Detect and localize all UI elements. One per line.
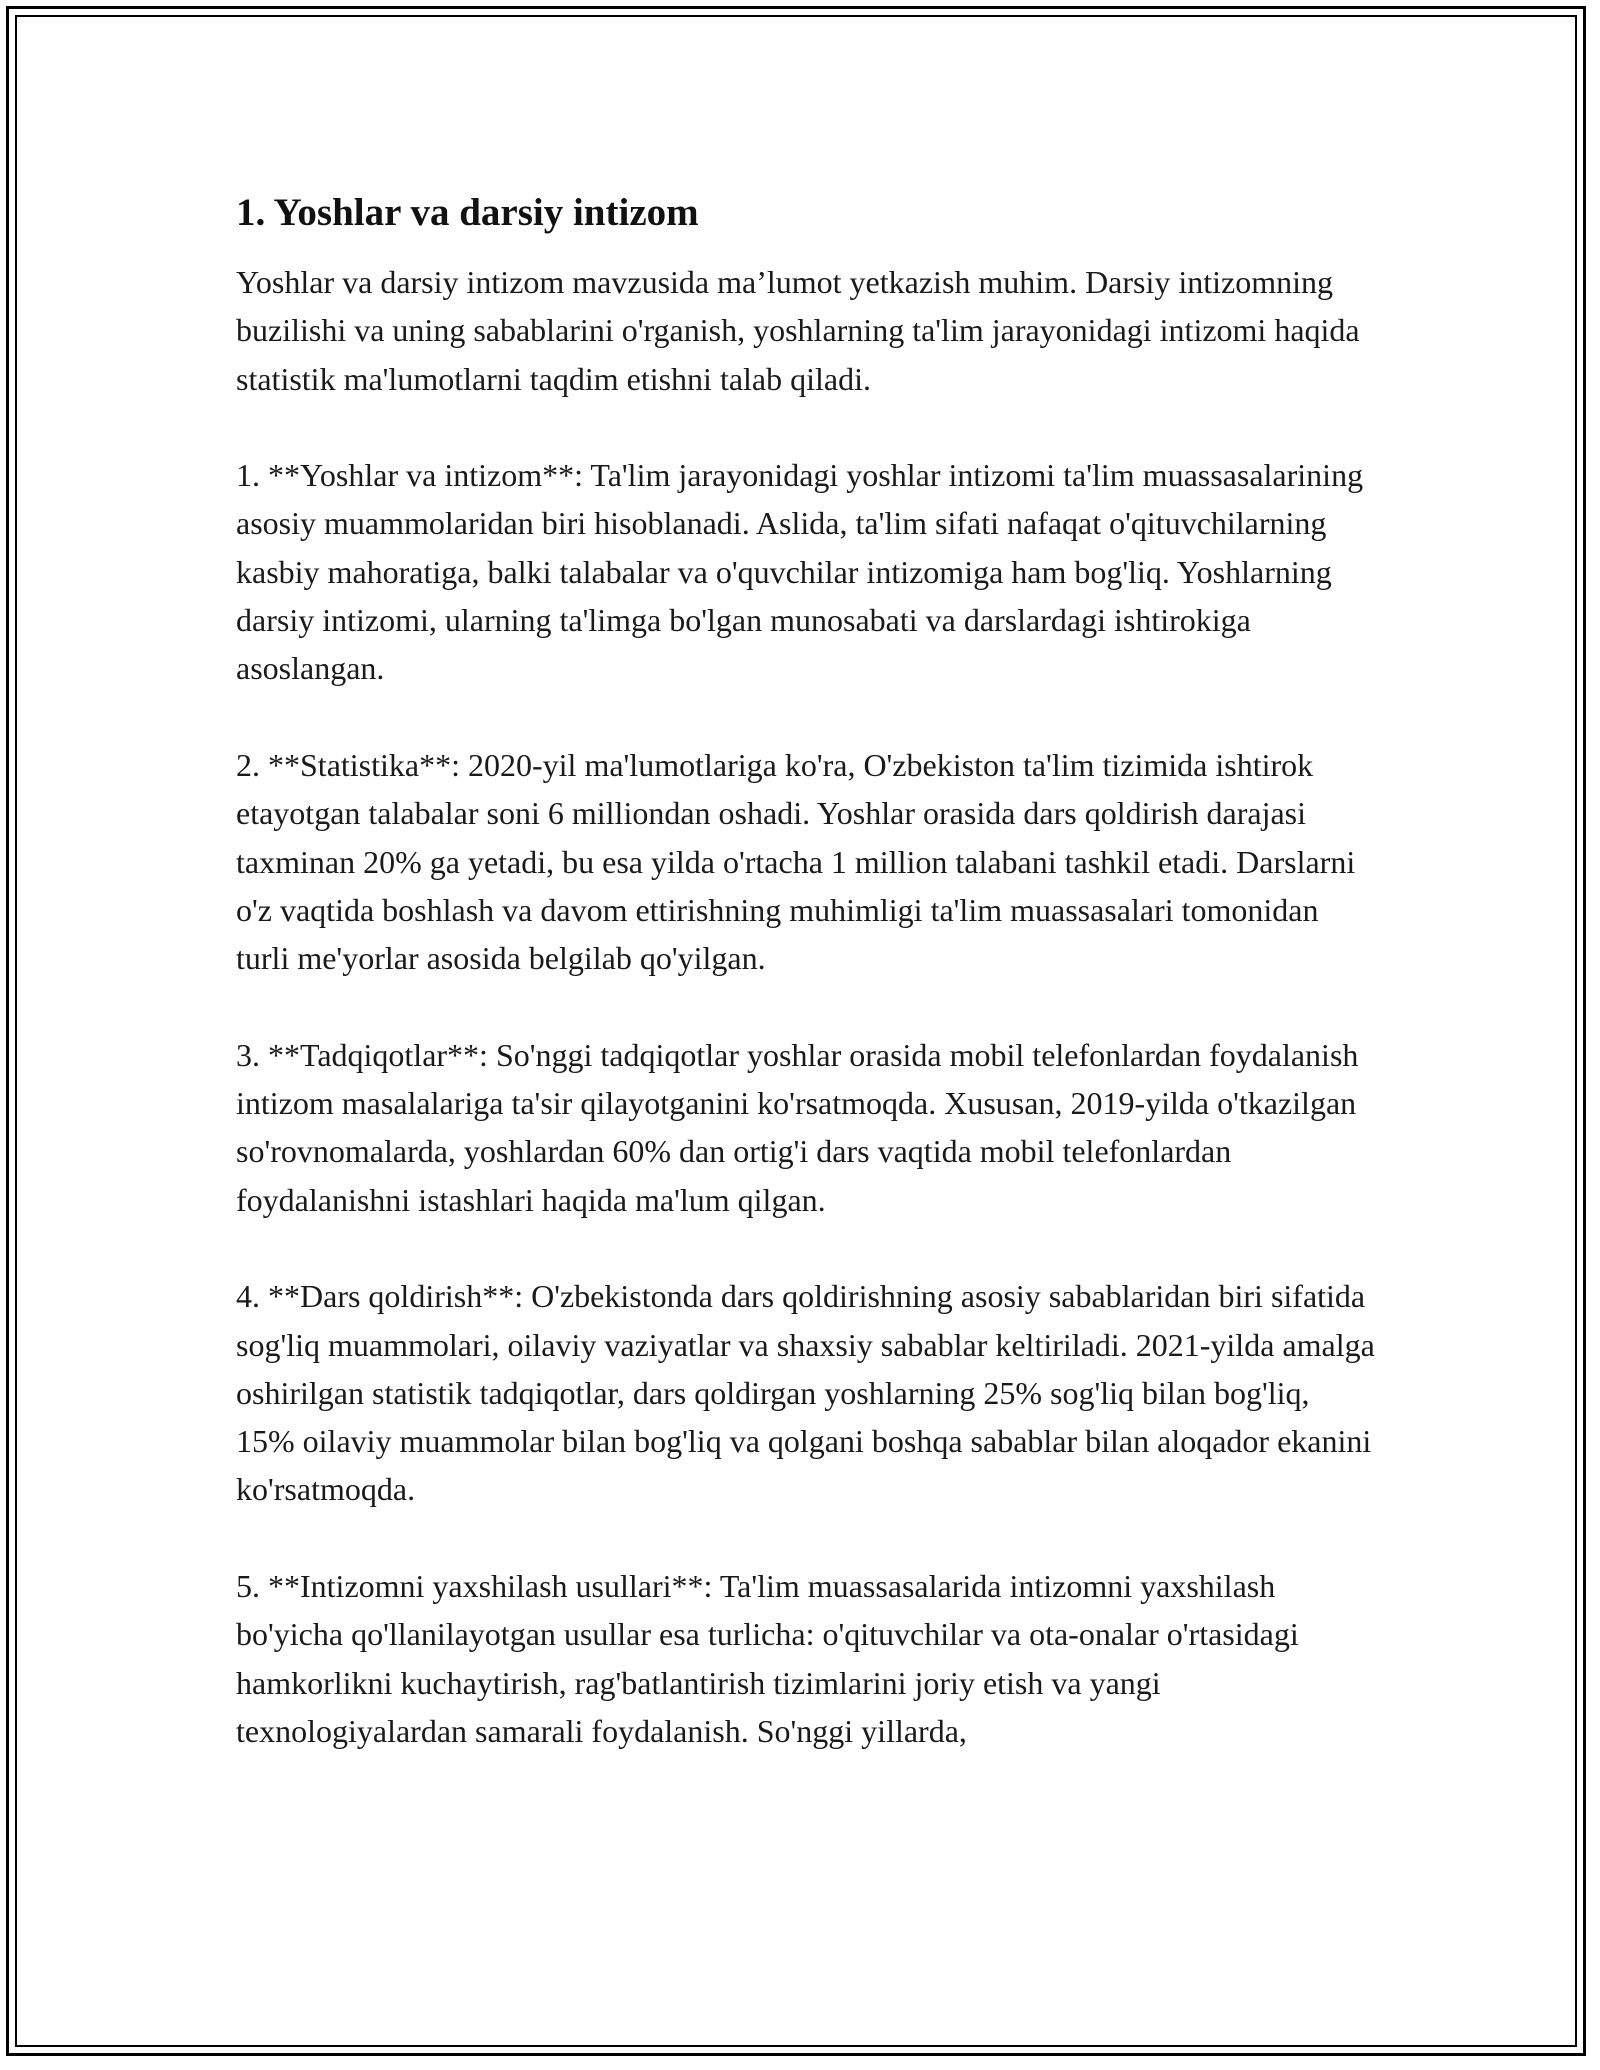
paragraph-yoshlar-va-intizom: 1. **Yoshlar va intizom**: Ta'lim jarayonidagi yoshlar intizomi ta'lim muassasalarining asosiy muammolaridan biri hisoblanadi. Aslida, ta'lim sifati nafaqat o'qituvchilarning kasbiy mahoratiga, balki talabalar va o'quvchilar intizomiga ham bog'liq. Yoshlarning darsiy intizomi, ularning ta'limga bo'lgan munosabati va darslardagi ishtirokiga asoslangan. [236,457,1364,687]
document-body [236,186,1376,1804]
intro-paragraph: Yoshlar va darsiy intizom mavzusida ma’lumot yetkazish muhim. Darsiy intizomning buzilishi va uning sabablarini o'rganish, yoshlarning ta'lim jarayonidagi intizomi haqida statistik ma'lumotlarni taqdim etishni talab qiladi. [236,264,1360,397]
paragraph-intizomni-yaxshilash: 5. **Intizomni yaxshilash usullari**: Ta'lim muassasalarida intizomni yaxshilash bo'yicha qo'llanilayotgan usullar esa turlicha: o'qituvchilar va ota-onalar o'rtasidagi hamkorlikni kuchaytirish, rag'batlantirish tizimlarini joriy etish va yangi texnologiyalardan samarali foydalanish. So'nggi yillarda, [236,1568,1299,1749]
paragraph-dars-qoldirish: 4. **Dars qoldirish**: O'zbekistonda dars qoldirishning asosiy sabablaridan biri sifatida sog'liq muammolari, oilaviy vaziyatlar va shaxsiy sabablar keltiriladi. 2021-yilda amalga oshirilgan statistik tadqiqotlar, dars qoldirgan yoshlarning 25% sog'liq bilan bog'liq, 15% oilaviy muammolar bilan bog'liq va qolgani boshqa sabablar bilan aloqador ekanini ko'rsatmoqda. [236,1278,1375,1508]
document-title: 1. Yoshlar va darsiy intizom [236,191,699,234]
paragraph-statistika: 2. **Statistika**: 2020-yil ma'lumotlariga ko'ra, O'zbekiston ta'lim tizimida ishtirok etayotgan talabalar soni 6 milliondan oshadi. Yoshlar orasida dars qoldirish darajasi taxminan 20% ga yetadi, bu esa yilda o'rtacha 1 million talabani tashkil etadi. Darslarni o'z vaqtida boshlash va davom ettirishning muhimligi ta'lim muassasalari tomonidan turli me'yorlar asosida belgilab qo'yilgan. [236,746,1356,977]
paragraph-tadqiqotlar: 3. **Tadqiqotlar**: So'nggi tadqiqotlar yoshlar orasida mobil telefonlardan foydalanish intizom masalalariga ta'sir qilayotganini ko'rsatmoqda. Xususan, 2019-yilda o'tkazilgan so'rovnomalarda, yoshlardan 60% dan ortig'i dars vaqtida mobil telefonlardan foydalanishni istashlari haqida ma'lum qilgan. [236,1036,1359,1218]
